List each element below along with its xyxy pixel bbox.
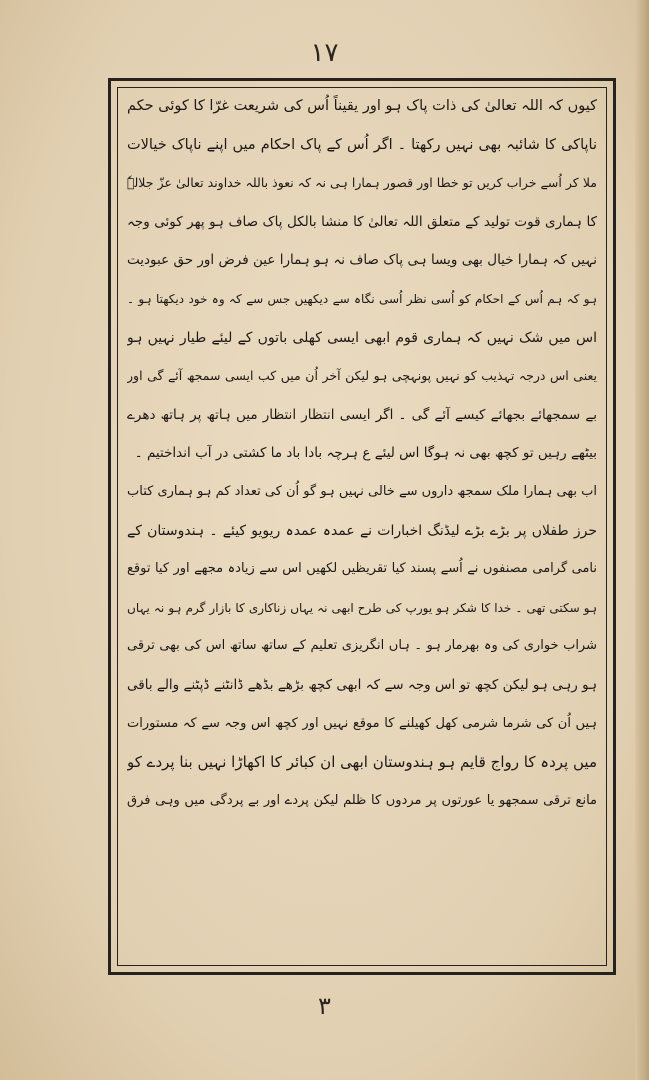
text-line: میں پردہ کا رواج قایم ہو ہندوستان ابھی ان کبائر کا اکھاڑا نہیں بنا پردے کو [127, 753, 597, 772]
text-line: ہو سکتی تھی ۔ خدا کا شکر ہو یورپ کی طرح ابھی نہ یہاں زناکاری کا بازار گرم ہو نہ یہاں [127, 600, 597, 615]
text-line: شراب خواری کی وہ بھرمار ہو ۔ ہاں انگریزی تعلیم کے ساتھ ساتھ اس کی بھی ترقی [127, 638, 597, 654]
text-line: ملا کر اُسے خراب کریں تو خطا اور قصور ہمارا ہی نہ کہ نعوذ باللہ خداوند تعالیٰ عزّ جلالہٗ [127, 175, 597, 191]
text-line: یعنی اس درجہ تہذیب کو نہیں پونہچی ہو لیکن آخر اُن میں کب ایسی سمجھ آئے گی اور [127, 368, 597, 384]
text-line: کیوں کہ اللہ تعالیٰ کی ذات پاک ہو اور یقیناً اُس کی شریعت غرّا کا کوئی حکم [127, 98, 597, 114]
text-line: حرز طفلاں پر بڑے بڑے لیڈنگ اخبارات نے عمدہ عمدہ ریویو کیئے ۔ ہندوستان کے [127, 522, 597, 539]
text-line: کا ہماری قوت تولید کے متعلق اللہ تعالیٰ کا منشا بالکل پاک صاف ہو پھر کوئی وجہ [127, 213, 597, 230]
page-number-bottom: ٣ [318, 992, 331, 1020]
text-line: ہیں اُن کی شرما شرمی کھل کھیلنے کا موقع نہیں اور کچھ اس وجہ سے کہ مستورات [127, 715, 597, 731]
text-line: بے سمجھائے بجھائے کیسے آئے گی ۔ اگر ایسی انتظار انتظار میں ہاتھ پر ہاتھ دھرے [127, 406, 597, 423]
text-line: نامی گرامی مصنفوں نے اُسے پسند کیا تقریظیں لکھیں اس سے زیادہ مجھے اور کیا توقع [127, 561, 597, 577]
text-line: اس میں شک نہیں کہ ہماری قوم ابھی ایسی کھلی باتوں کے لیئے طیار نہیں ہو [127, 329, 597, 346]
page-edge [635, 0, 649, 1080]
urdu-text-block [127, 87, 597, 966]
text-line: ہو کہ ہم اُس کے احکام کو اُسی نظر اُسی نگاہ سے دیکھیں جس سے کہ وہ خود دیکھتا ہو ۔ [127, 291, 597, 306]
page-number-top: ١٧ [310, 38, 339, 68]
text-line: بیٹھے رہیں تو کچھ بھی نہ ہوگا اس لیئے ع ہرچہ بادا باد ما کشتی در آب انداختیم ۔ [134, 445, 597, 462]
text-line: ہو رہی ہو لیکن کچھ تو اس وجہ سے کہ ابھی کچھ بڑھے بڈھے ڈانٹنے ڈپٹنے والے باقی [127, 676, 597, 693]
text-line: نہیں کہ ہمارا خیال بھی ویسا ہی پاک صاف نہ ہو ہمارا عین فرض اور حق عبودیت [127, 252, 597, 269]
text-line: اب بھی ہمارا ملک سمجھ داروں سے خالی نہیں ہو گو اُن کی تعداد کم ہو ہماری کتاب [127, 483, 597, 499]
text-line: ناپاکی کا شائبہ بھی نہیں رکھتا ۔ اگر اُس کے پاک احکام میں اپنے ناپاک خیالات [127, 136, 597, 153]
text-frame [108, 78, 616, 975]
text-line: مانع ترقی سمجھو یا عورتوں پر مردوں کا ظلم لیکن پردے اور بے پردگی میں وہی فرق [127, 792, 597, 808]
